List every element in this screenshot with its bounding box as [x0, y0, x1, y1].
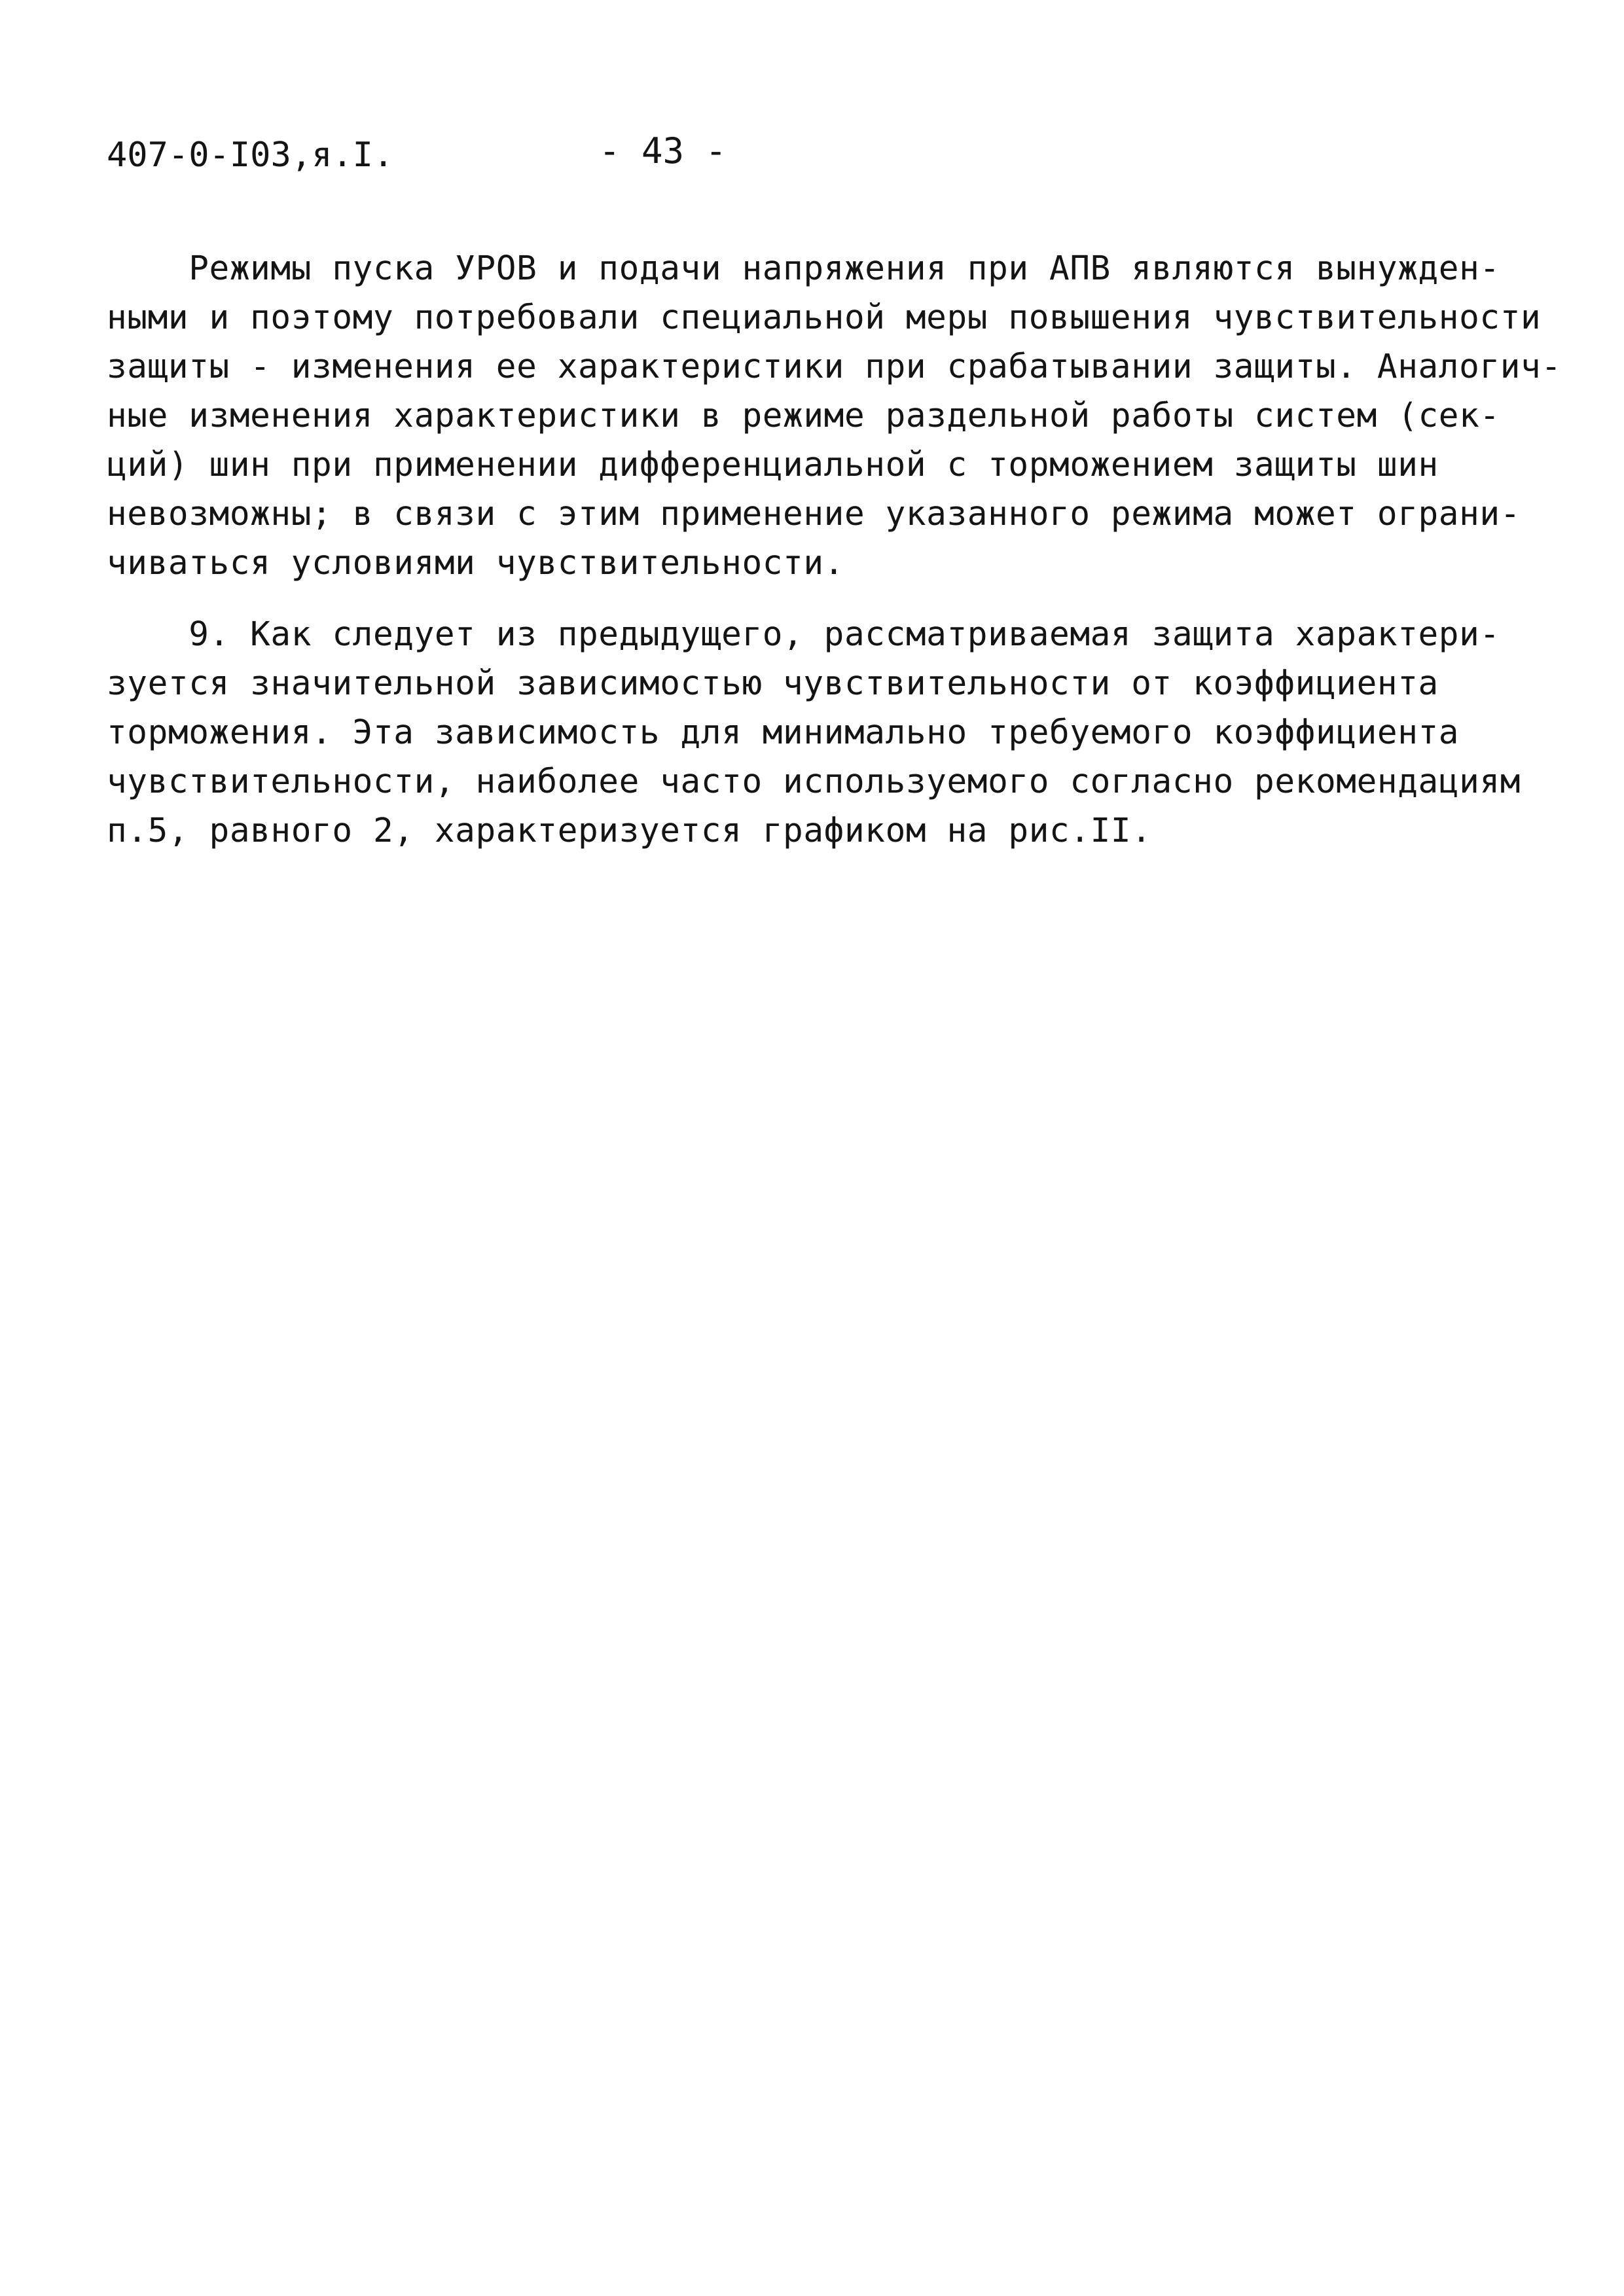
paragraph-line: п.5, равного 2, характеризуется графиком на рис.II.	[107, 812, 1152, 850]
paragraph-line: чувствительности, наиболее часто используемого согласно рекомендациям	[107, 762, 1521, 801]
paragraph-line: защиты - изменения ее характеристики при срабатывании защиты. Аналогич-	[107, 348, 1562, 386]
paragraph-line: ные изменения характеристики в режиме раздельной работы систем (сек-	[107, 397, 1500, 435]
paragraph-line: Режимы пуска УРОВ и подачи напряжения при АПВ являются вынужден-	[107, 249, 1500, 288]
paragraph-line: торможения. Эта зависимость для минимально требуемого коэффициента	[107, 713, 1460, 752]
document-id: 407-0-I03,я.I.	[107, 135, 394, 175]
page-number: - 43 -	[599, 130, 727, 171]
paragraph-line: 9. Как следует из предыдущего, рассматриваемая защита характери-	[107, 615, 1500, 654]
paragraph-line: чиваться условиями чувствительности.	[107, 544, 844, 583]
paragraph-line: ными и поэтому потребовали специальной меры повышения чувствительности	[107, 298, 1542, 337]
paragraph-line: невозможны; в связи с этим применение указанного режима может ограни-	[107, 495, 1521, 533]
paragraph-1	[107, 244, 1562, 588]
paragraph-line: ций) шин при применении дифференциальной с торможением защиты шин	[107, 446, 1439, 484]
paragraph-2	[107, 610, 1547, 855]
paragraph-line: зуется значительной зависимостью чувствительности от коэффициента	[107, 664, 1439, 703]
